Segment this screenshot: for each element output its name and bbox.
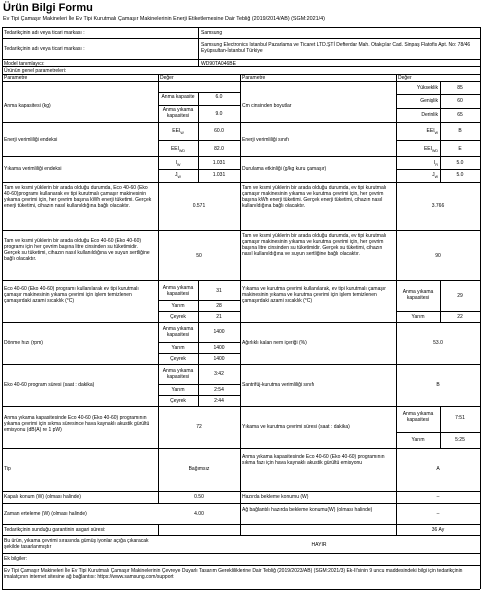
divider	[158, 105, 240, 106]
supplier-name-label: Tedarikçinin adı veya ticari markası :	[4, 30, 85, 36]
spin-quarter-label: Çeyrek	[170, 356, 186, 362]
max-temp-wd-rated-value: 29	[457, 293, 463, 299]
noise-class-value: A	[436, 466, 440, 472]
delay-start-value: 4.00	[194, 511, 204, 517]
footer-info: Ev Tipi Çamaşır Makineleri İle Ev Tipi Kurutmalı Çamaşır Makinelerinin Çevreye Duyarlı Tasarım Gerekliliklerine Dair Tebliğ (2019/2023/AB) (SGM:2021/3) Ek-II'sinin 9 uncu maddesindeki bilgi için tedarikçinin imalatçının internet sitesine ağ bağlantısı: https://www.samsung.com/support	[4, 568, 463, 580]
energy-class-wd-label: $EEI_{WD}$	[423, 146, 438, 153]
eei-label: Enerji verimliliği endeksi	[4, 137, 58, 143]
noise-value: 72	[196, 424, 202, 430]
spin-class-label: Santrifüj-kurutma verimliliği sınıfı	[242, 382, 315, 388]
network-standby-value: –	[436, 511, 440, 517]
capacity-dry-label: Anma yıkama kapasitesi	[162, 107, 194, 119]
dimension-depth-label: Derinlik	[421, 112, 438, 118]
spin-half-label: Yarım	[171, 345, 185, 351]
divider	[158, 384, 240, 385]
model-value: WD90TA046BE	[201, 61, 236, 67]
extra-info-label: Ek bilgiler:	[4, 556, 28, 562]
supplier-address-value: Samsung Electronics Istanbul Pazarlama ve Ticaret LTD.ŞTİ Defterdar Mah. Otakçılar Cad. Sinpaş Flatofis Apt. No: 78/46 Eyüpsultan-İstanbul Türkiye	[201, 42, 471, 54]
divider	[2, 503, 480, 504]
dimension-width-value: 60	[457, 98, 463, 104]
spin-half-value: 1400	[213, 345, 225, 351]
supplier-address-label: Tedarikçinin adı veya ticari markası :	[4, 46, 85, 52]
divider	[2, 524, 480, 525]
divider	[396, 140, 480, 141]
eei-w-label: $EEI_W$	[172, 128, 184, 135]
header-value-left: Değer	[160, 75, 174, 81]
type-label: Tip	[4, 466, 11, 472]
general-params-heading: Ürünün genel parametreleri:	[4, 68, 67, 74]
max-temp-wd-half-label: Yarım	[411, 314, 425, 320]
divider	[396, 169, 480, 170]
wash-efficiency-iw-value: 1.031	[212, 160, 226, 166]
divider	[2, 553, 480, 554]
energy-consumption-wash-value: 0.571	[192, 203, 206, 209]
divider	[396, 94, 480, 95]
noise-class-label: Anma yıkama kapasitesinde Eco 40-60 (Eko 40-60) programının sıkma fazı için hava kaynaklı akustik gürültü emisyonu	[242, 454, 385, 466]
rinse-iw-value: 5.0	[456, 160, 464, 166]
max-temp-rated-label: Anma yıkama kapasitesi	[162, 285, 194, 297]
divider	[158, 300, 240, 301]
max-temp-wd-half-value: 22	[457, 314, 463, 320]
spin-quarter-value: 1400	[213, 356, 225, 362]
warranty-value: 36 Ay	[431, 527, 445, 533]
water-consumption-wd-label: Tam ve kısmi yüklerin bir arada olduğu durumda, ev tipi kurutmalı çamaşır makinesinin yıkama ve kurutma çevrimi için, her çevrim başına litre cinsinden su tüketimidir. Gerçek su tüketimi, cihazın nasıl kullanıldığına ve suyun sertliğine bağlı olacaktır.	[242, 233, 387, 257]
divider	[2, 122, 480, 123]
regulation-subtitle: Ev Tipi Çamaşır Makineleri İle Ev Tipi Kurutmalı Çamaşır Makinelerinin Enerji Etiketlemesine Dair Tebliğ (2019/2014/AB) (SGM:2021/4)	[3, 16, 325, 22]
max-temp-wd-rated-label: Anma yıkama kapasitesi	[402, 289, 434, 301]
duration-half-value: 2:54	[214, 387, 224, 393]
eei-wd-value: 82.0	[214, 146, 224, 152]
divider	[2, 280, 480, 281]
energy-consumption-wd-value: 3.766	[431, 203, 445, 209]
divider	[158, 395, 240, 396]
energy-consumption-wd-label: Tam ve kısmi yüklerin bir arada olduğu durumda, ev tipi kurutmalı çamaşır makinesinin yıkama ve kurutma çevrimi için, her çevrim başına kWh enerji tüketimi. Gerçek enerji tüketimi, cihazın nasıl kullanıldığına bağlı olacaktır.	[242, 185, 387, 209]
divider	[2, 182, 480, 183]
wd-duration-rated-label: Anma yıkama kapasitesi	[402, 411, 434, 423]
divider	[2, 406, 480, 407]
divider	[2, 230, 480, 231]
divider	[158, 353, 240, 354]
table-border-bottom	[2, 589, 480, 590]
max-temp-half-value: 28	[216, 303, 222, 309]
wash-efficiency-iw-label: $I_W$	[175, 160, 181, 167]
max-temp-quarter-value: 21	[216, 314, 222, 320]
header-parameter-right: Parametre	[242, 75, 266, 81]
silver-ion-value: HAYIR	[311, 542, 327, 548]
model-label: Model tanımlayıcı:	[4, 61, 45, 67]
wd-duration-half-label: Yarım	[411, 437, 425, 443]
energy-class-w-label: $EEI_W$	[426, 128, 438, 135]
wash-efficiency-label: Yıkama verimliliği endeksi	[4, 166, 62, 172]
page-title: Ürün Bilgi Formu	[3, 2, 93, 14]
eei-w-value: 60.0	[214, 128, 224, 134]
divider	[396, 432, 480, 433]
dimension-height-label: Yükseklik	[416, 85, 438, 91]
energy-class-w-value: B	[458, 128, 462, 134]
delay-start-label: Zaman erteleme (W) (olması halinde)	[4, 511, 87, 517]
silver-ion-label: Bu ürün, yıkama çevrimi sırasında gümüş iyonlar açığa çıkaracak şekilde tasarlanmıştır	[4, 538, 149, 550]
divider	[2, 448, 480, 449]
wd-duration-label: Yıkama ve kurutma çevrimi süresi (saat : dakika)	[242, 424, 350, 430]
capacity-wash-label: Anma kapasite	[161, 94, 195, 100]
network-standby-label: Ağ bağlantılı hazırda bekleme konumu(W) (olması halinde)	[242, 507, 373, 513]
duration-quarter-value: 2:44	[214, 398, 224, 404]
spin-rated-label: Anma yıkama kapasitesi	[162, 326, 194, 338]
moisture-value: 53.0	[433, 340, 443, 346]
divider	[396, 108, 480, 109]
divider	[2, 491, 480, 492]
dimension-height-value: 85	[457, 85, 463, 91]
off-mode-value: 0.50	[194, 494, 204, 500]
header-value-right: Değer	[398, 75, 412, 81]
divider	[240, 74, 241, 535]
divider	[2, 535, 480, 536]
divider	[158, 140, 240, 141]
noise-label: Anma yıkama kapasitesinde Eco 40-60 (Eko 40-60) programının yıkama çevrimi için sıkma süresince hava kaynaklı akustik gürültü emisyonu (dB(A) re 1 pW)	[4, 415, 150, 433]
divider	[158, 342, 240, 343]
divider	[2, 565, 480, 566]
off-mode-label: Kapalı konum (W) (olması halinde)	[4, 494, 81, 500]
spin-class-value: B	[436, 382, 440, 388]
rinse-label: Durulama etkinliği (g/kg kuru çamaşır)	[242, 166, 327, 172]
standby-label: Hazırda bekleme konumu (W)	[242, 494, 309, 500]
standby-value: –	[436, 494, 440, 500]
divider	[158, 169, 240, 170]
divider	[158, 311, 240, 312]
divider	[2, 322, 480, 323]
divider	[2, 81, 480, 82]
capacity-label: Anma kapasitesi (kg)	[4, 103, 51, 109]
energy-consumption-wash-label: Tam ve kısmi yüklerin bir arada olduğu durumda, Eco 40-60 (Eko 40-60)programı kullanarak ev tipi kurutmalı çamaşır makinesinin yıkama çevrimi için, her çevrim başına kWh enerji tüketimi. Gerçek enerji tüketimi, cihazın nasıl kullanıldığına bağlı olacaktır.	[4, 185, 152, 209]
divider	[2, 66, 480, 67]
wash-efficiency-jw-label: $J_W$	[175, 172, 181, 179]
table-border-right	[480, 27, 481, 589]
energy-class-label: Enerji verimliliği sınıfı	[242, 137, 289, 143]
divider	[2, 59, 480, 60]
duration-half-label: Yarım	[171, 387, 185, 393]
type-value: Bağımsız	[188, 466, 210, 472]
max-temp-quarter-label: Çeyrek	[170, 314, 186, 320]
max-temp-wd-label: Yıkama ve kurutma çevrimi kullanılarak, ev tipi kurutmalı çamaşır makinesinin yıkama ve kurutma çevrimi için işlem temizlenen çamaşırdaki azami sıcaklık (°C)	[242, 286, 386, 304]
water-consumption-wash-label: Tam ve kısmi yüklerin bir arada olduğu Eco 40-60 (Eko 40-60) programı için her çevrim başına litre cinsinden su tüketimidir. Gerçek su tüketimi, cihazın nasıl kullanıldığına ve suyun sertliğine bağlı olacaktır.	[4, 238, 150, 262]
capacity-dry-value: 9.0	[215, 111, 223, 117]
divider	[2, 156, 480, 157]
rinse-iw-label: $I_R$	[434, 160, 438, 167]
header-parameter-left: Parametre	[4, 75, 28, 81]
rinse-jw-label: $J_W$	[432, 172, 438, 179]
spin-speed-label: Dönme hızı (rpm)	[4, 340, 43, 346]
wd-duration-half-value: 5:25	[455, 437, 465, 443]
duration-rated-value: 3:42	[214, 371, 224, 377]
duration-quarter-label: Çeyrek	[170, 398, 186, 404]
eei-wd-label: $EEI_{WD}$	[170, 146, 186, 153]
table-border-left	[2, 27, 3, 589]
moisture-label: Ağırlıklı kalan nem içeriği (%)	[242, 340, 307, 346]
rinse-jw-value: 5.0	[456, 172, 464, 178]
divider	[158, 92, 240, 93]
supplier-name-value: Samsung	[201, 30, 223, 36]
max-temp-wash-label: Eco 40-60 (Eko 40-60) programı kullanılarak ev tipi kurutmalı çamaşır makinesinin yıkama çevrimi için işlem temizlenen çamaşırdaki azami sıcaklık (°C)	[4, 286, 139, 304]
water-consumption-wd-value: 90	[435, 253, 441, 259]
dimension-depth-value: 65	[457, 112, 463, 118]
capacity-wash-value: 6.0	[215, 94, 223, 100]
divider	[158, 524, 159, 535]
divider	[396, 311, 480, 312]
spin-rated-value: 1400	[213, 329, 225, 335]
max-temp-rated-value: 31	[216, 288, 222, 294]
warranty-label: Tedarikçinin sunduğu garantinin asgari süresi:	[4, 527, 106, 533]
dimension-width-label: Genişlik	[420, 98, 438, 104]
water-consumption-wash-value: 50	[196, 253, 202, 259]
dimensions-label: Cm cinsinden boyutlar	[242, 103, 292, 109]
divider	[2, 38, 480, 39]
energy-class-wd-value: E	[458, 146, 462, 152]
max-temp-half-label: Yarım	[171, 303, 185, 309]
duration-rated-label: Anma yıkama kapasitesi	[162, 368, 194, 380]
wash-efficiency-jw-value: 1.031	[212, 172, 226, 178]
divider	[198, 27, 199, 66]
program-duration-label: Eko 40-60 program süresi (saat : dakika)	[4, 382, 95, 388]
wd-duration-rated-value: 7:51	[455, 415, 465, 421]
table-border-top	[2, 27, 480, 28]
divider	[2, 364, 480, 365]
